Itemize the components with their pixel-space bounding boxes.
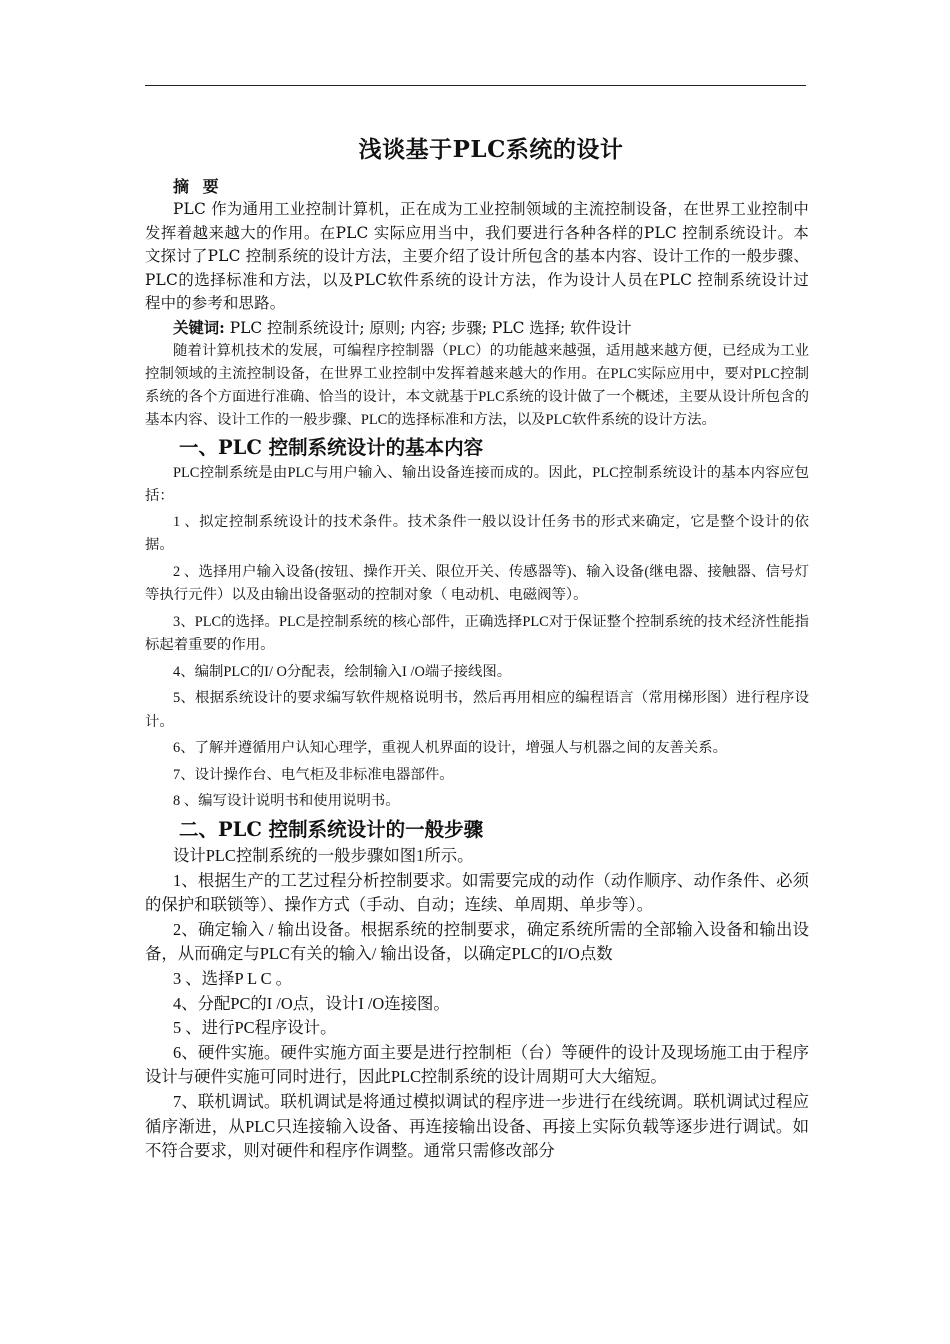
section2-item: 3 、选择P L C 。 xyxy=(173,968,292,988)
section1-item: 1 、拟定控制系统设计的技术条件。技术条件一般以设计任务书的形式来确定，它是整个设计的依据。 xyxy=(145,513,809,554)
section1-lead: PLC控制系统是由PLC与用户输入、输出设备连接而成的。因此，PLC控制系统设计的基本内容应包括： xyxy=(145,464,809,504)
section2-lead: 设计PLC控制系统的一般步骤如图1所示。 xyxy=(173,845,474,865)
abstract-heading: 摘 要 xyxy=(173,177,223,196)
document-title: 浅谈基于PLC系统的设计 xyxy=(358,136,624,163)
section1-item: 7、设计操作台、电气柜及非标准电器部件。 xyxy=(173,766,454,783)
keywords-text: PLC 控制系统设计; 原则; 内容; 步骤; PLC 选择; 软件设计 xyxy=(224,318,632,337)
section2-item: 4、分配PC的I /O点，设计I /O连接图。 xyxy=(173,993,450,1013)
section2-item: 2、确定输入 / 输出设备。根据系统的控制要求，确定系统所需的全部输入设备和输出设备，从而确定与PLC有关的输入/ 输出设备，以确定PLC的I/O点数 xyxy=(145,919,809,964)
section1-item: 4、编制PLC的I/ O分配表，绘制输入I /O端子接线图。 xyxy=(173,663,512,680)
header-rule xyxy=(145,85,806,86)
section1-heading: 一、PLC 控制系统设计的基本内容 xyxy=(179,435,484,459)
section1-item: 2 、选择用户输入设备(按钮、操作开关、限位开关、传感器等)、输入设备(继电器、接触器、信号灯等执行元件）以及由输出设备驱动的控制对象（ 电动机、电磁阀等）。 xyxy=(145,563,809,604)
abstract-text: PLC 作为通用工业控制计算机，正在成为工业控制领域的主流控制设备，在世界工业控制中发挥着越来越大的作用。在PLC 实际应用当中，我们要进行各种各样的PLC 控制系统设计。本文探讨了PLC 控制系统的设计方法，主要介绍了设计所包含的基本内容、设计工作的一般步骤、PLC的选择标准和方法，以及PLC软件系统的设计方法，作为设计人员在PLC 控制系统设计过程中的参考和思路。 xyxy=(145,200,809,313)
section2-item: 5 、进行PC程序设计。 xyxy=(173,1018,337,1038)
section1-item: 6、了解并遵循用户认知心理学，重视人机界面的设计，增强人与机器之间的友善关系。 xyxy=(173,740,728,757)
section2-heading: 二、PLC 控制系统设计的一般步骤 xyxy=(179,817,484,841)
document-page xyxy=(145,134,809,1164)
section1-item: 8 、编写设计说明书和使用说明书。 xyxy=(173,793,400,810)
section2-item: 6、硬件实施。硬件实施方面主要是进行控制柜（台）等硬件的设计及现场施工由于程序设计与硬件实施可同时进行，因此PLC控制系统的设计周期可大大缩短。 xyxy=(145,1042,809,1087)
keywords-line xyxy=(145,316,809,340)
section2-item: 1、根据生产的工艺过程分析控制要求。如需要完成的动作（动作顺序、动作条件、必须的保护和联锁等）、操作方式（手动、自动；连续、单周期、单步等）。 xyxy=(145,870,809,915)
section1-item: 5、根据系统设计的要求编写软件规格说明书，然后再用相应的编程语言（常用梯形图）进行程序设计。 xyxy=(145,690,809,730)
section1-item: 3、PLC的选择。PLC是控制系统的核心部件，正确选择PLC对于保证整个控制系统的技术经济性能指标起着重要的作用。 xyxy=(145,613,809,654)
intro-paragraph: 随着计算机技术的发展，可编程序控制器（PLC）的功能越来越强，适用越来越方便，已经成为工业控制领域的主流控制设备，在世界工业控制中发挥着越来越大的作用。在PLC实际应用中，要对PLC控制系统的各个方面进行准确、恰当的设计，本文就基于PLC系统的设计做了一个概述，主要从设计所包含的基本内容、设计工作的一般步骤、PLC的选择标准和方法，以及PLC软件系统的设计方法。 xyxy=(145,342,809,428)
section2-item: 7、联机调试。联机调试是将通过模拟调试的程序进一步进行在线统调。联机调试过程应循序渐进，从PLC只连接输入设备、再连接输出设备、再接上实际负载等逐步进行调试。如不符合要求，则对硬件和程序作调整。通常只需修改部分 xyxy=(145,1091,809,1161)
keywords-label: 关键词: xyxy=(173,318,225,337)
